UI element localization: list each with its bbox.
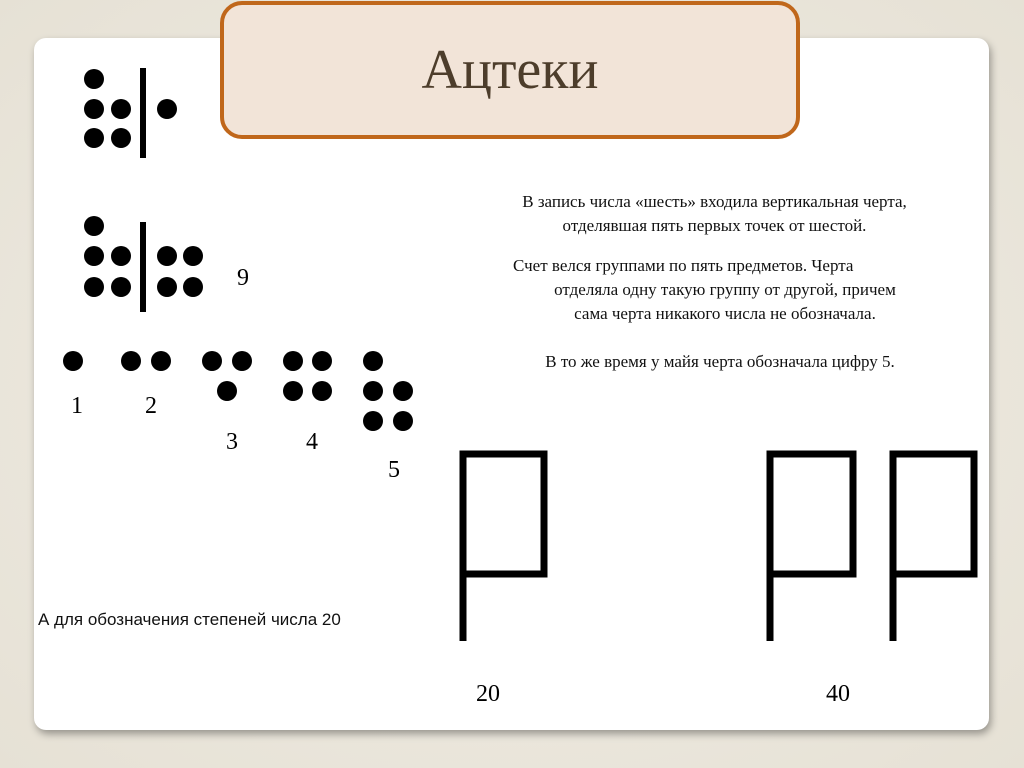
dot bbox=[283, 381, 303, 401]
dot bbox=[111, 99, 131, 119]
dot bbox=[84, 246, 104, 266]
dot bbox=[183, 277, 203, 297]
label-four: 4 bbox=[306, 429, 318, 455]
flag-one bbox=[770, 454, 853, 641]
dot bbox=[393, 411, 413, 431]
separator-bar bbox=[140, 222, 146, 312]
dot bbox=[84, 99, 104, 119]
dot bbox=[111, 128, 131, 148]
dot bbox=[363, 351, 383, 371]
text-line: отделявшая пять первых точек от шестой. bbox=[562, 216, 867, 235]
title-box bbox=[220, 1, 800, 139]
label-two: 2 bbox=[145, 393, 157, 419]
page-title: Ацтеки bbox=[421, 39, 599, 101]
dot bbox=[157, 99, 177, 119]
label-twenty: 20 bbox=[476, 681, 500, 707]
text-line: Счет велся группами по пять предметов. Черта bbox=[513, 256, 854, 275]
text-line: В то же время у майя черта обозначала цифру 5. bbox=[545, 352, 895, 371]
dot bbox=[363, 381, 383, 401]
text-line: В запись числа «шесть» входила вертикальная черта, bbox=[522, 192, 907, 211]
label-five: 5 bbox=[388, 457, 400, 483]
dot bbox=[312, 351, 332, 371]
maya-description bbox=[505, 350, 935, 374]
dot bbox=[84, 128, 104, 148]
dot bbox=[183, 246, 203, 266]
dot bbox=[393, 381, 413, 401]
dot bbox=[157, 277, 177, 297]
dot bbox=[312, 381, 332, 401]
dot bbox=[84, 216, 104, 236]
dot bbox=[151, 351, 171, 371]
groups-description bbox=[505, 254, 945, 326]
label-nine: 9 bbox=[237, 265, 249, 291]
dot bbox=[202, 351, 222, 371]
text-line: отделяла одну такую группу от другой, причем bbox=[554, 280, 896, 299]
dot bbox=[121, 351, 141, 371]
glyph-one-dot bbox=[63, 351, 83, 371]
six-description bbox=[487, 190, 942, 238]
dot bbox=[217, 381, 237, 401]
flag-two bbox=[893, 454, 974, 641]
label-one: 1 bbox=[71, 393, 83, 419]
powers-caption: А для обозначения степеней числа 20 bbox=[38, 610, 341, 629]
dot bbox=[84, 69, 104, 89]
dot bbox=[157, 246, 177, 266]
dot bbox=[111, 246, 131, 266]
flag-glyph-forty bbox=[762, 448, 982, 643]
separator-bar bbox=[140, 68, 146, 158]
label-forty: 40 bbox=[826, 681, 850, 707]
dot bbox=[111, 277, 131, 297]
dot bbox=[283, 351, 303, 371]
dot bbox=[84, 277, 104, 297]
dot bbox=[363, 411, 383, 431]
text-line: сама черта никакого числа не обозначала. bbox=[574, 304, 876, 323]
flag-glyph-twenty bbox=[455, 448, 555, 643]
label-three: 3 bbox=[226, 429, 238, 455]
dot bbox=[232, 351, 252, 371]
